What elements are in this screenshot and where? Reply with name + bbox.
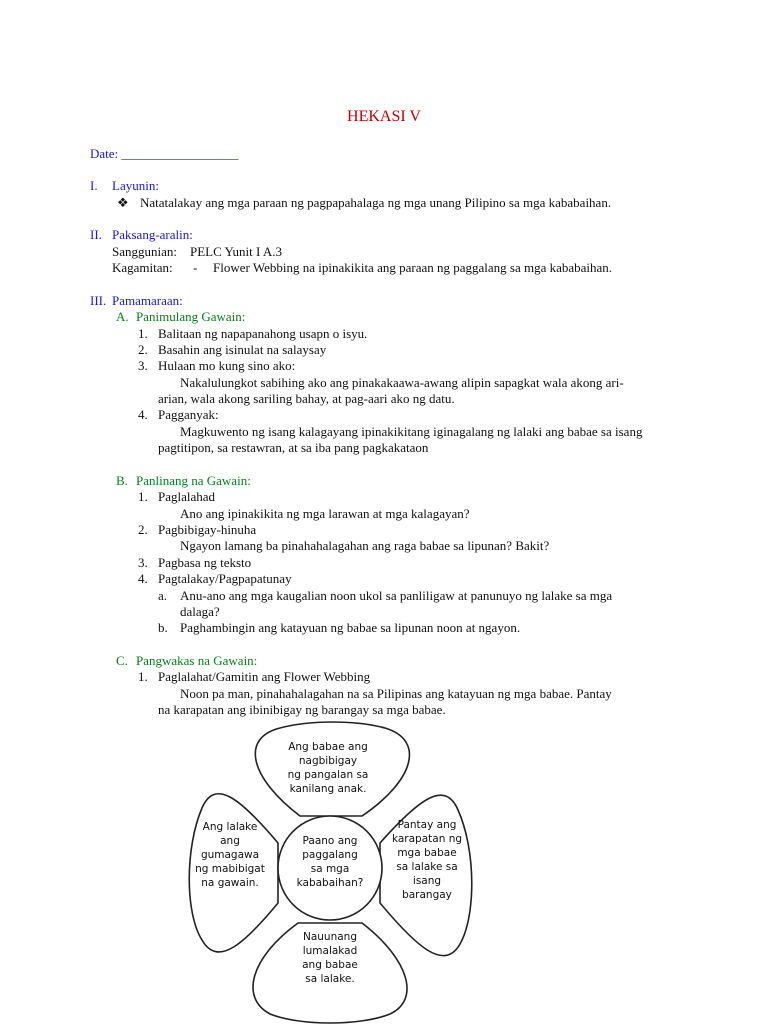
subsection-c-letter: C. [116,653,128,668]
generalization-line-1: Noon pa man, pinahahalagahan na sa Pilipinas ang katayuan ng mga babae. Pantay [180,686,612,701]
petal-text-line: mga babae [397,847,457,859]
petal-text-line: Ang lalake [202,821,258,833]
section-3-number: III. [90,293,107,308]
list-item: Pagtalakay/Pagpapatunay [158,571,292,586]
list-item: Paglalahat/Gamitin ang Flower Webbing [158,669,371,684]
subsection-b-letter: B. [116,473,128,488]
riddle-text-line-1: Nakalulungkot sabihing ako ang pinakakaawa-awang alipin sapagkat wala akong ari- [180,375,624,390]
subsection-c-heading: Pangwakas na Gawain: [136,653,258,668]
list-item-number: 1. [138,489,148,504]
sub-item-line-2: dalaga? [180,604,220,619]
kagamitan-label: Kagamitan: [112,260,173,275]
list-item: Balitaan ng napapanahong usapn o isyu. [158,326,368,341]
section-3-heading: Pamamaraan: [112,293,183,308]
petal-text-line: barangay [402,889,452,901]
subsection-a-heading: Panimulang Gawain: [136,309,246,324]
list-item-number: 4. [138,407,148,422]
petal-text-line: gumagawa [200,849,260,861]
objective-text: Natatalakay ang mga paraan ng pagpapahalaga ng mga unang Pilipino sa mga kababaihan. [140,195,612,210]
petal-text-line: ang babae [302,959,358,971]
list-item-number: 4. [138,571,148,586]
sub-item-letter: b. [158,620,168,635]
presentation-question: Ano ang ipinakikita ng mga larawan at mga kalagayan? [180,506,470,521]
section-1-heading: Layunin: [112,178,159,193]
center-text-line: kababaihan? [296,877,364,889]
petal-text-line: karapatan ng [391,833,463,845]
center-text-line: sa mga [310,863,350,875]
section-1-number: I. [90,178,98,193]
list-item: Pagbasa ng teksto [158,555,252,570]
list-item-number: 3. [138,358,148,373]
inference-question: Ngayon lamang ba pinahahalagahan ang raga babae sa lipunan? Bakit? [180,538,550,553]
petal-text-line: lumalakad [302,945,358,957]
petal-text-line: isang [412,875,442,887]
sanggunian-value: PELC Yunit I A.3 [190,244,282,259]
center-text-line: Paano ang [302,835,358,847]
list-item-number: 1. [138,326,148,341]
section-2-number: II. [90,227,102,242]
document-title: HEKASI V [347,108,421,125]
sub-item: Paghambingin ang katayuan ng babae sa lipunan noon at ngayon. [180,620,521,635]
petal-text-line: nagbibigay [298,755,358,767]
petal-text-line: Nauunang [302,931,358,943]
subsection-a-letter: A. [116,309,129,324]
list-item-number: 3. [138,555,148,570]
left-petal-text [195,821,265,889]
bullet-icon: ❖ [117,195,129,210]
list-item: Pagganyak: [158,407,219,422]
petal-text-line: sa lalake sa [396,861,458,873]
subsection-b-heading: Panlinang na Gawain: [136,473,251,488]
motivation-text-line-2: pagtitipon, sa restawran, at sa iba pang pagkakataon [158,440,429,455]
list-item: Pagbibigay-hinuha [158,522,257,537]
sub-item-letter: a. [158,588,168,603]
list-item: Basahin ang isinulat na salaysay [158,342,327,357]
flower-webbing-diagram [180,718,480,1024]
kagamitan-dash: - [193,260,198,275]
list-item-number: 2. [138,522,148,537]
center-text-line: paggalang [302,849,358,861]
list-item: Paglalahad [158,489,216,504]
generalization-line-2: na karapatan ang ibinibigay ng barangay sa mga babae. [158,702,446,717]
petal-text-line: kanilang anak. [289,783,367,795]
petal-text-line: ng pangalan sa [287,769,369,781]
petal-text-line: ang [220,835,240,847]
sanggunian-label: Sanggunian: [112,244,177,259]
sub-item-line-1: Anu-ano ang mga kaugalian noon ukol sa panliligaw at panunuyo ng lalake sa mga [180,588,613,603]
date-label: Date: __________________ [90,146,239,161]
petal-text-line: na gawain. [201,877,259,889]
petal-text-line: ng mabibigat [195,863,265,875]
motivation-text-line-1: Magkuwento ng isang kalagayang ipinakikitang iginagalang ng lalaki ang babae sa isang [180,424,643,439]
section-2-heading: Paksang-aralin: [112,227,193,242]
list-item-number: 1. [138,669,148,684]
riddle-text-line-2: arian, wala akong sariling bahay, at pag-aari ako ng datu. [158,391,455,406]
list-item-number: 2. [138,342,148,357]
kagamitan-value: Flower Webbing na ipinakikita ang paraan ng paggalang sa mga kababaihan. [213,260,613,275]
list-item: Hulaan mo kung sino ako: [158,358,296,373]
petal-text-line: Ang babae ang [288,741,368,753]
petal-text-line: sa lalake. [305,973,355,985]
petal-text-line: Pantay ang [397,819,457,831]
